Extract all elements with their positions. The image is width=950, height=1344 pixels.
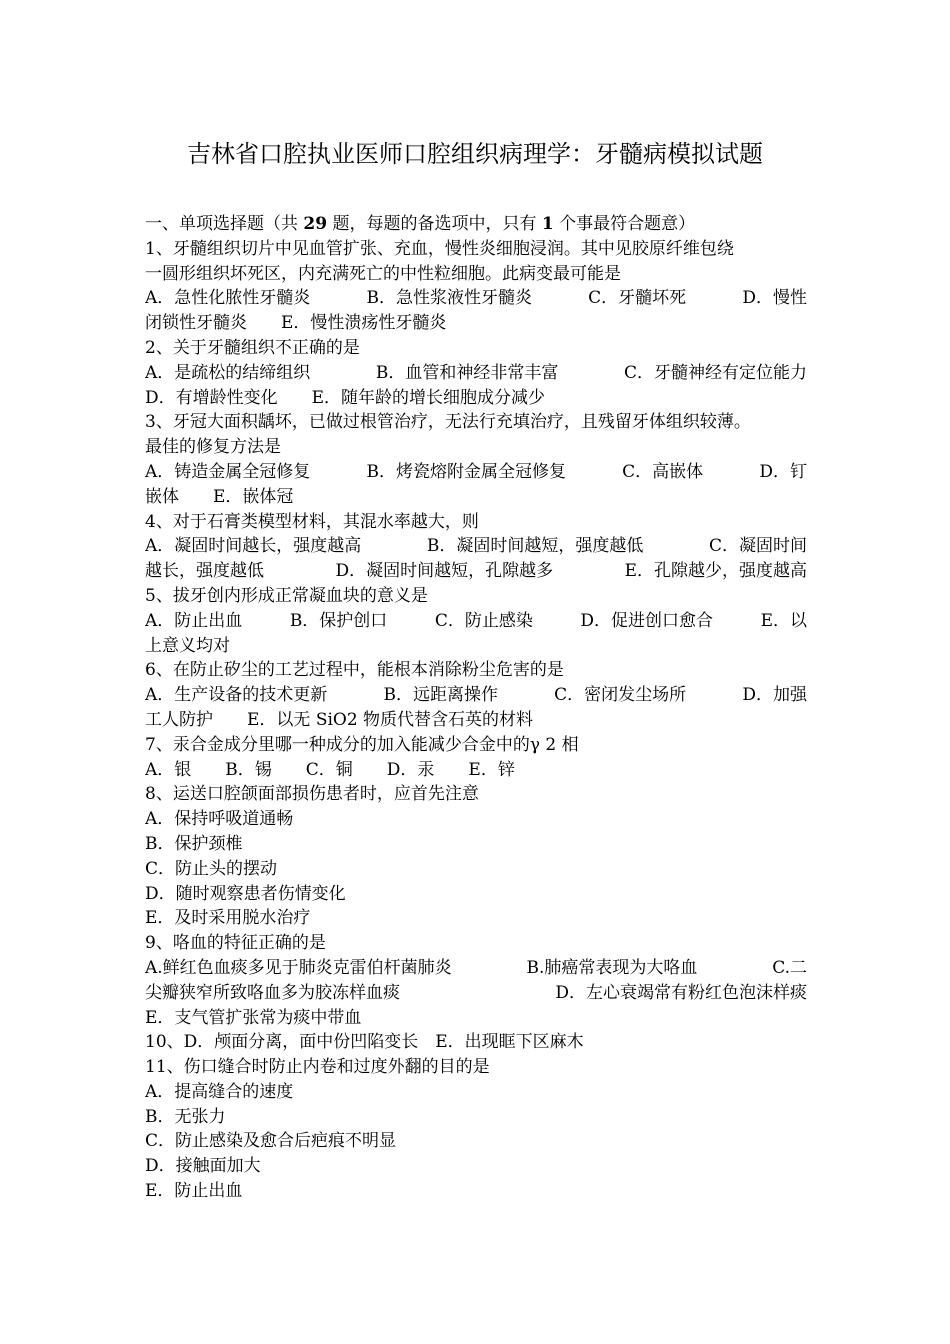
text-segment: B．远距离操作 xyxy=(383,685,498,706)
section-header xyxy=(145,212,807,237)
text-segment: B.肺癌常表现为大咯血 xyxy=(526,957,698,978)
text-segment: 10、D．颅面分离，面中份凹陷变长 E．出现眶下区麻木 xyxy=(145,1032,584,1053)
text-segment: 上意义均对 xyxy=(145,635,230,656)
text-segment: A．生产设备的技术更新 xyxy=(145,685,328,706)
text-segment: A．凝固时间越长，强度越高 xyxy=(145,536,362,557)
text-segment: 一圆形组织坏死区，内充满死亡的中性粒细胞。此病变最可能是 xyxy=(145,263,621,284)
text-line xyxy=(145,1105,807,1130)
text-line xyxy=(145,559,807,584)
text-line xyxy=(145,1154,807,1179)
text-segment: B．烤瓷熔附金属全冠修复 xyxy=(366,461,566,482)
text-line xyxy=(145,683,807,708)
text-segment: D．凝固时间越短，孔隙越多 xyxy=(335,561,554,582)
text-segment: C．防止感染 xyxy=(434,610,533,631)
section-header-text: 个事最符合题意） xyxy=(553,214,696,234)
text-segment: D．随时观察患者伤情变化 xyxy=(145,883,346,904)
text-segment: 闭锁性牙髓炎 E．慢性溃疡性牙髓炎 xyxy=(145,313,447,334)
text-line xyxy=(145,584,807,609)
text-segment: 9、咯血的特征正确的是 xyxy=(145,933,326,954)
text-segment: B．凝固时间越短，强度越低 xyxy=(426,536,644,557)
text-segment: B．急性浆液性牙髓炎 xyxy=(366,288,532,309)
text-segment: D．慢性 xyxy=(742,288,807,309)
text-line xyxy=(145,361,807,386)
text-segment: 5、拔牙创内形成正常凝血块的意义是 xyxy=(145,585,428,606)
text-line xyxy=(145,931,807,956)
text-segment: 2、关于牙髓组织不正确的是 xyxy=(145,337,360,358)
text-line xyxy=(145,435,807,460)
text-segment: B．保护颈椎 xyxy=(145,833,243,854)
text-segment: A．铸造金属全冠修复 xyxy=(145,461,311,482)
text-segment: B．无张力 xyxy=(145,1106,226,1127)
text-segment: 越长，强度越低 xyxy=(145,561,264,582)
text-segment: B．保护创口 xyxy=(289,610,388,631)
text-segment: A.鲜红色血痰多见于肺炎克雷伯杆菌肺炎 xyxy=(145,957,452,978)
text-segment: A．保持呼吸道通畅 xyxy=(145,809,294,830)
text-line xyxy=(145,1179,807,1204)
text-line xyxy=(145,956,807,981)
text-segment: D．加强 xyxy=(742,685,807,706)
text-segment: A．防止出血 xyxy=(145,610,243,631)
text-line xyxy=(145,882,807,907)
text-segment: D．有增龄性变化 E．随年龄的增长细胞成分减少 xyxy=(145,387,546,408)
text-segment: C.二 xyxy=(772,957,807,978)
text-line xyxy=(145,733,807,758)
text-segment: 工人防护 E．以无 SiO2 物质代替含石英的材料 xyxy=(145,709,534,730)
text-segment: D．接触面加大 xyxy=(145,1156,261,1177)
text-segment: 8、运送口腔颌面部损伤患者时，应首先注意 xyxy=(145,784,479,805)
section-header-text: 题，每题的备选项中，只有 xyxy=(327,214,542,234)
text-line xyxy=(145,708,807,733)
text-segment: A．急性化脓性牙髓炎 xyxy=(145,288,311,309)
text-segment: D．左心衰竭常有粉红色泡沫样痰 xyxy=(555,982,807,1003)
text-line xyxy=(145,857,807,882)
text-segment: A．提高缝合的速度 xyxy=(145,1081,294,1102)
text-segment: 尖瓣狭窄所致咯血多为胶冻样血痰 xyxy=(145,982,400,1003)
text-line xyxy=(145,534,807,559)
text-line xyxy=(145,609,807,634)
answer-count: 1 xyxy=(541,214,554,234)
text-line xyxy=(145,1030,807,1055)
text-segment: C．牙髓坏死 xyxy=(588,288,687,309)
text-segment: 3、牙冠大面积龋坏，已做过根管治疗，无法行充填治疗，且残留牙体组织较薄。 xyxy=(145,412,751,433)
text-segment: A．银 B．锡 C．铜 D．汞 E．锌 xyxy=(145,759,515,780)
text-line xyxy=(145,758,807,783)
text-segment: 最佳的修复方法是 xyxy=(145,437,281,458)
text-line xyxy=(145,658,807,683)
text-segment: C．高嵌体 xyxy=(622,461,704,482)
text-segment: 6、在防止矽尘的工艺过程中，能根本消除粉尘危害的是 xyxy=(145,660,564,681)
text-line xyxy=(145,460,807,485)
text-line xyxy=(145,832,807,857)
text-line xyxy=(145,782,807,807)
text-line xyxy=(145,510,807,535)
text-segment: E．孔隙越少，强度越高 xyxy=(624,561,807,582)
text-segment: C．牙髓神经有定位能力 xyxy=(623,362,807,383)
text-segment: E．支气管扩张常为痰中带血 xyxy=(145,1007,362,1028)
text-line xyxy=(145,311,807,336)
section-header-text: 一、单项选择题（共 xyxy=(145,214,304,234)
text-segment: C．防止头的摆动 xyxy=(145,858,278,879)
text-line xyxy=(145,286,807,311)
text-line xyxy=(145,262,807,287)
text-line xyxy=(145,1129,807,1154)
text-line xyxy=(145,906,807,931)
text-segment: D．促进创口愈合 xyxy=(580,610,714,631)
text-segment: E．以 xyxy=(760,610,807,631)
text-segment: E．防止出血 xyxy=(145,1181,243,1202)
text-segment: 1、牙髓组织切片中见血管扩张、充血，慢性炎细胞浸润。其中见胶原纤维包绕 xyxy=(145,238,734,259)
text-segment: C．防止感染及愈合后疤痕不明显 xyxy=(145,1131,397,1152)
text-line xyxy=(145,386,807,411)
text-line xyxy=(145,485,807,510)
text-segment: 7、汞合金成分里哪一种成分的加入能减少合金中的γ 2 相 xyxy=(145,734,579,755)
text-line xyxy=(145,336,807,361)
question-count: 29 xyxy=(303,214,328,234)
text-line xyxy=(145,807,807,832)
text-line xyxy=(145,1006,807,1031)
text-line xyxy=(145,1055,807,1080)
text-segment: 11、伤口缝合时防止内卷和过度外翻的目的是 xyxy=(145,1057,490,1078)
text-line xyxy=(145,410,807,435)
text-line xyxy=(145,634,807,659)
text-line xyxy=(145,1080,807,1105)
text-segment: A．是疏松的结缔组织 xyxy=(145,362,311,383)
text-line xyxy=(145,981,807,1006)
text-segment: C．密闭发尘场所 xyxy=(554,685,687,706)
text-segment: C．凝固时间 xyxy=(708,536,807,557)
document-body xyxy=(145,212,807,1204)
text-segment: 嵌体 E．嵌体冠 xyxy=(145,486,294,507)
text-segment: D．钉 xyxy=(759,461,807,482)
text-segment: E．及时采用脱水治疗 xyxy=(145,908,311,929)
document-title: 吉林省口腔执业医师口腔组织病理学：牙髓病模拟试题 xyxy=(187,140,763,168)
text-segment: B．血管和神经非常丰富 xyxy=(375,362,559,383)
text-line xyxy=(145,237,807,262)
text-segment: 4、对于石膏类模型材料，其混水率越大，则 xyxy=(145,511,479,532)
